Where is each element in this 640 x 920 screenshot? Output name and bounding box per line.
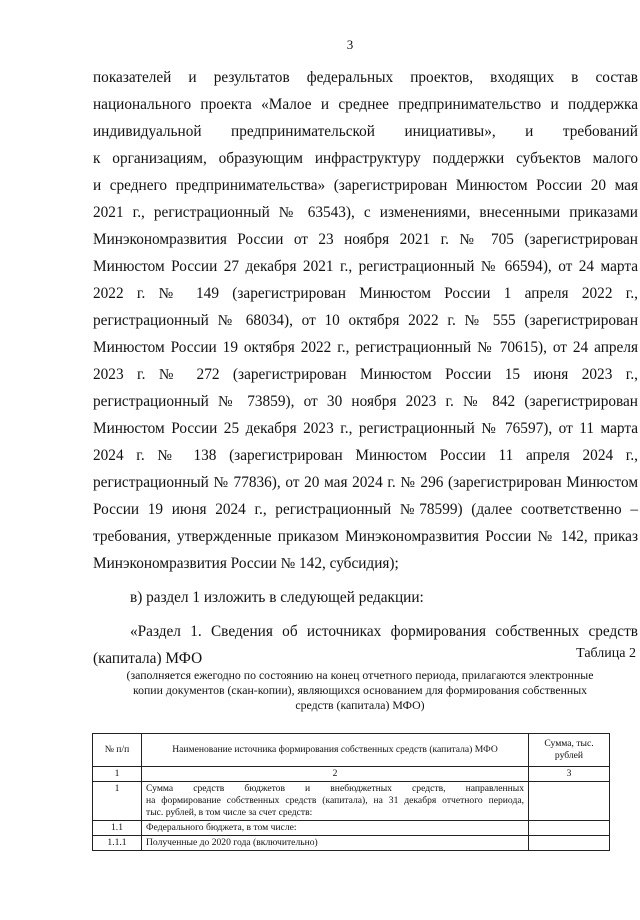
row-number: 1 — [93, 782, 142, 821]
table-numbering-row — [93, 767, 610, 782]
document-body — [93, 64, 638, 672]
paragraph-line: Минюстом России 19 октября 2022 г., регистрационный № 70615), от 24 апреля — [93, 339, 638, 356]
table-note-line: копии документов (скан-копии), являющихся основанием для формирования собственных — [132, 683, 588, 697]
paragraph-line: к организациям, образующим инфраструктуру поддержки субъектов малого — [93, 150, 638, 167]
paragraph-line: Минюстом России 27 декабря 2021 г., регистрационный № 66594), от 24 марта — [93, 258, 638, 275]
row-sum — [529, 821, 610, 836]
paragraph-line: регистрационный № 73859), от 30 ноября 2023 г. № 842 (зарегистрирован — [93, 393, 638, 410]
numbering-cell: 2 — [142, 767, 529, 782]
numbering-cell: 1 — [93, 767, 142, 782]
paragraph-line: регистрационный № 68034), от 10 октября 2022 г. № 555 (зарегистрирован — [93, 312, 638, 329]
paragraph-line: Минюстом России 25 декабря 2023 г., регистрационный № 76597), от 11 марта — [93, 420, 638, 437]
row-description-line: на формирование собственных средств (капитала), на 31 декабря отчетного периода, — [146, 795, 524, 806]
row-sum — [529, 836, 610, 851]
paragraph-line: 2023 г. № 272 (зарегистрирован Минюстом России 15 июня 2023 г., — [93, 366, 638, 383]
paragraph-line: 2022 г. № 149 (зарегистрирован Минюстом России 1 апреля 2022 г., — [93, 285, 638, 302]
row-description: Полученные до 2020 года (включительно) — [142, 836, 529, 851]
paragraph-line: индивидуальной предпринимательской инициативы», и требований — [93, 123, 638, 140]
table-row — [93, 821, 610, 836]
row-description — [142, 782, 529, 821]
row-description-line: тыс. рублей, в том числе за счет средств: — [146, 807, 313, 818]
row-description-line: Сумма средств бюджетов и внебюджетных средств, направленных — [146, 783, 524, 794]
paragraph-line: показателей и результатов федеральных проектов, входящих в состав — [93, 69, 638, 86]
numbering-cell: 3 — [529, 767, 610, 782]
header-source-name: Наименование источника формирования собственных средств (капитала) МФО — [142, 734, 529, 767]
header-sum: Сумма, тыс. рублей — [529, 734, 610, 767]
section-title-line: (капитала) МФО — [93, 650, 203, 667]
paragraph-line: России 19 июня 2024 г., регистрационный №78599) (далее соответственно – — [93, 501, 638, 518]
row-sum — [529, 782, 610, 821]
row-description: Федерального бюджета, в том числе: — [142, 821, 529, 836]
paragraph-line: и среднего предпринимательства» (зарегистрирован Минюстом России 20 мая — [93, 177, 638, 194]
table-row — [93, 782, 610, 821]
table-note-line: (заполняется ежегодно по состоянию на конец отчетного периода, прилагаются электронные — [126, 668, 594, 682]
table-row — [93, 836, 610, 851]
paragraph-line: 2021 г., регистрационный № 63543), с изменениями, внесенными приказами — [93, 204, 638, 221]
table-note — [80, 668, 640, 713]
table-header-row — [93, 734, 610, 767]
paragraph-line: 2024 г. № 138 (зарегистрирован Минюстом России 11 апреля 2024 г., — [93, 447, 638, 464]
table-note-line: средств (капитала) МФО) — [295, 698, 425, 712]
paragraph-line: национального проекта «Малое и среднее предпринимательство и поддержка — [93, 96, 638, 113]
amendment-item-v: в) раздел 1 изложить в следующей редакции: — [130, 589, 424, 606]
paragraph-line: Минэкономразвития России № 142, субсидия); — [93, 555, 399, 572]
paragraph-line: требования, утвержденные приказом Минэкономразвития России № 142, приказ — [93, 528, 638, 545]
paragraph-line: Минэкономразвития России от 23 ноября 2021 г. № 705 (зарегистрирован — [93, 231, 638, 248]
header-number: № п/п — [93, 734, 142, 767]
row-number: 1.1 — [93, 821, 142, 836]
paragraph-line: регистрационный № 77836), от 20 мая 2024 г. № 296 (зарегистрирован Минюстом — [93, 474, 638, 491]
page-number: 3 — [346, 37, 354, 52]
row-number: 1.1.1 — [93, 836, 142, 851]
capital-sources-table — [92, 733, 610, 851]
table-caption: Таблица 2 — [576, 646, 636, 661]
section-title-line: «Раздел 1. Сведения об источниках формирования собственных средств — [130, 623, 638, 640]
